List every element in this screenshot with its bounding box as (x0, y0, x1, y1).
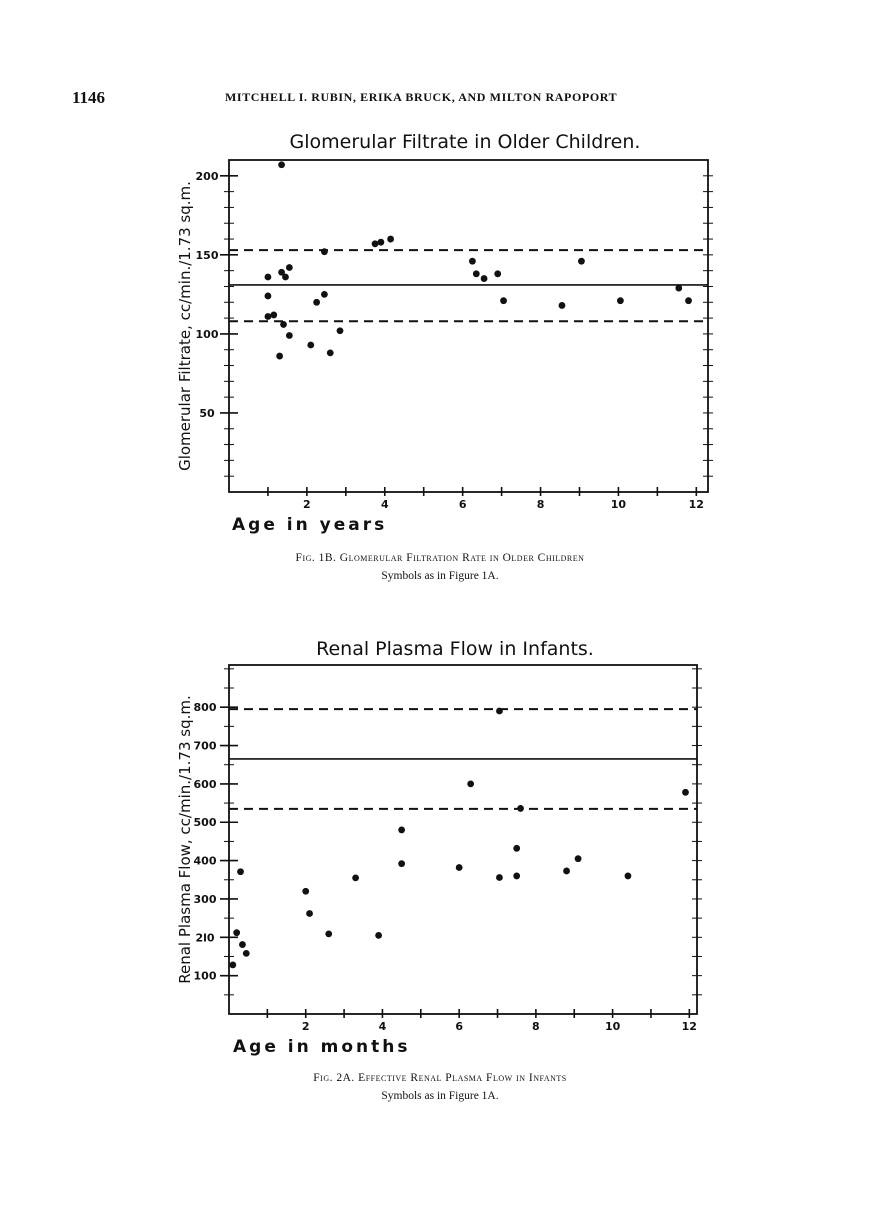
plot-frame (229, 665, 697, 1014)
data-point (237, 868, 244, 875)
data-point (377, 239, 384, 246)
data-point (559, 302, 566, 309)
x-tick-label: 6 (455, 1020, 463, 1033)
chart-title: Renal Plasma Flow in Infants. (316, 638, 594, 660)
data-point (675, 285, 682, 292)
figure-2a-caption (0, 1069, 880, 1105)
data-point (513, 873, 520, 880)
data-point (625, 873, 632, 880)
plot-frame (229, 160, 708, 492)
chart-2 (176, 638, 702, 1057)
data-point (682, 789, 689, 796)
data-point (270, 312, 277, 319)
running-head: MITCHELL I. RUBIN, ERIKA BRUCK, AND MILTON RAPOPORT (225, 90, 618, 104)
y-tick-label: 400 (193, 854, 217, 868)
x-tick-label: 12 (681, 1020, 697, 1033)
data-point (575, 855, 582, 862)
chart-1 (176, 131, 713, 535)
data-point (494, 270, 501, 277)
figure-1b-caption (0, 549, 880, 585)
y-tick-label: 150 (195, 248, 219, 262)
data-point (372, 240, 379, 247)
x-tick-label: 12 (688, 498, 704, 511)
data-point (513, 845, 520, 852)
data-point (265, 293, 272, 300)
data-point (617, 297, 624, 304)
y-tick-label: 200 (195, 169, 219, 183)
y-tick-label: 100 (195, 327, 219, 341)
x-tick-label: 2 (301, 1020, 310, 1033)
data-point (243, 950, 250, 957)
data-point (387, 236, 394, 243)
data-point (233, 929, 240, 936)
y-tick-label: 500 (193, 816, 217, 830)
data-point (265, 274, 272, 281)
chart-title: Glomerular Filtrate in Older Children. (289, 131, 641, 153)
y-tick-label: 2l0 (195, 931, 215, 945)
data-point (563, 868, 570, 875)
data-point (500, 297, 507, 304)
data-point (578, 258, 585, 265)
data-point (321, 291, 328, 298)
x-tick-label: 4 (380, 498, 389, 511)
y-tick-label: 800 (193, 701, 217, 715)
y-axis-label: Glomerular Filtrate, cc/min./1.73 sq.m. (176, 181, 194, 471)
data-point (282, 274, 289, 281)
figure-1b-caption-title: Fig. 1B. Glomerular Filtration Rate in Older Children (295, 552, 585, 564)
x-tick-label: 4 (378, 1020, 387, 1033)
figure-1b-caption-sub: Symbols as in Figure 1A. (381, 570, 499, 582)
data-point (313, 299, 320, 306)
figure-2a-caption-title: Fig. 2A. Effective Renal Plasma Flow in Infants (313, 1072, 567, 1084)
data-point (280, 321, 287, 328)
x-axis-label: Age in years (232, 515, 388, 535)
data-point (286, 264, 293, 271)
data-point (398, 860, 405, 867)
data-point (265, 313, 272, 320)
x-tick-label: 10 (604, 1020, 621, 1033)
data-point (325, 930, 332, 937)
data-point (398, 827, 405, 834)
x-tick-label: 2 (303, 498, 311, 511)
data-point (276, 353, 283, 360)
y-tick-label: 50 (199, 406, 215, 420)
data-point (239, 941, 246, 948)
x-tick-label: 10 (610, 498, 627, 511)
figure-2a-caption-sub: Symbols as in Figure 1A. (381, 1090, 499, 1102)
data-point (685, 297, 692, 304)
data-point (229, 962, 236, 969)
data-point (456, 864, 463, 871)
data-point (352, 874, 359, 881)
data-point (307, 342, 314, 349)
page-number: 1146 (72, 88, 106, 107)
data-point (517, 805, 524, 812)
x-axis-label: Age in months (233, 1037, 411, 1057)
data-point (469, 258, 476, 265)
y-axis-label: Renal Plasma Flow, cc/min./1.73 sq.m. (176, 695, 194, 984)
data-point (327, 349, 334, 356)
y-tick-label: 600 (193, 777, 217, 791)
y-tick-label: 300 (193, 892, 217, 906)
data-point (306, 910, 313, 917)
data-point (286, 332, 293, 339)
x-tick-label: 8 (536, 498, 545, 511)
data-point (321, 248, 328, 255)
data-point (481, 275, 488, 282)
x-tick-label: 8 (532, 1020, 540, 1033)
y-tick-label: 100 (193, 969, 217, 983)
y-tick-label: 700 (193, 739, 217, 753)
data-point (496, 708, 503, 715)
data-point (496, 874, 503, 881)
data-point (375, 932, 382, 939)
data-point (337, 327, 344, 334)
data-point (302, 888, 309, 895)
data-point (473, 270, 480, 277)
data-point (278, 161, 285, 168)
x-tick-label: 6 (458, 498, 467, 511)
data-point (467, 780, 474, 787)
